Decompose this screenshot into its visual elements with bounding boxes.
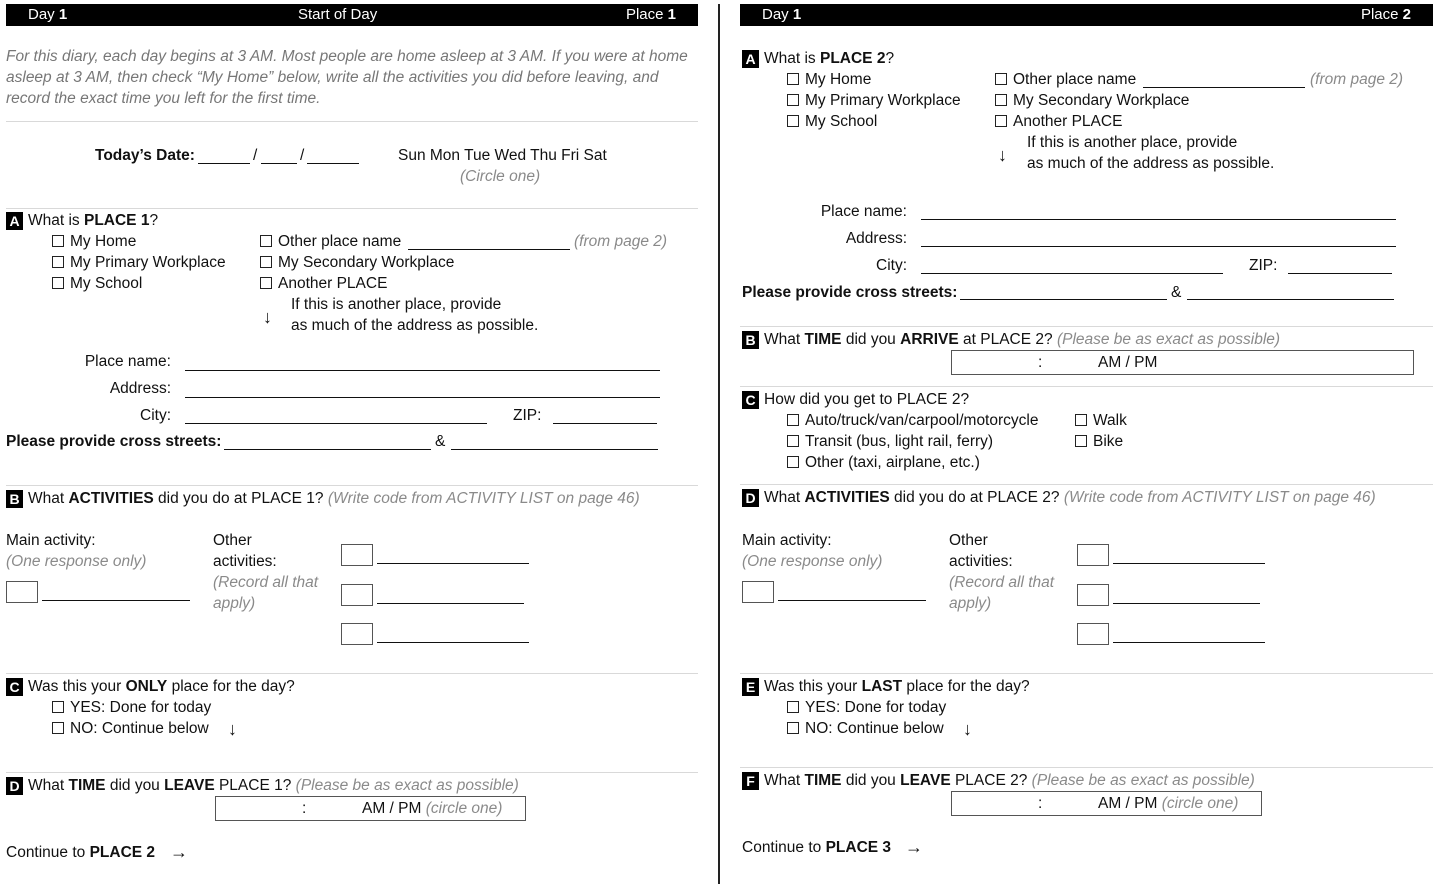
other-activity-code-box[interactable] (1077, 623, 1109, 645)
continue-to-place-2: Continue to PLACE 2 (6, 844, 156, 861)
leave-time-field[interactable] (951, 791, 1262, 816)
option-other-mode[interactable]: Other (taxi, airplane, etc.) (787, 454, 980, 472)
question-a-text: What is PLACE 2? (764, 50, 895, 67)
option-auto[interactable]: Auto/truck/van/carpool/motorcycle (787, 412, 1038, 430)
page-divider (718, 4, 720, 884)
other-activities-hint: (Record all that (213, 574, 319, 591)
zip-label: ZIP: (513, 407, 542, 424)
down-arrow-icon: ↓ (963, 719, 972, 739)
checkbox[interactable] (260, 256, 272, 268)
option-my-school[interactable]: My School (52, 275, 142, 293)
cross-street-1-field[interactable] (960, 299, 1167, 300)
checkbox[interactable] (1075, 435, 1087, 447)
other-activity-field[interactable] (377, 642, 529, 643)
checkbox[interactable] (787, 701, 799, 713)
other-activity-code-box[interactable] (341, 584, 373, 606)
other-activities-label: activities: (949, 553, 1013, 570)
option-no-continue[interactable]: NO: Continue below (52, 720, 209, 738)
address-note-line1: If this is another place, provide (291, 296, 502, 313)
ampersand: & (1171, 284, 1182, 301)
date-year-field[interactable] (307, 163, 359, 164)
from-page-hint: (from page 2) (1310, 71, 1404, 88)
divider-rule (6, 485, 698, 486)
left-header-day: Day 1 (28, 6, 68, 23)
city-field[interactable] (185, 423, 487, 424)
main-activity-label: Main activity: (6, 532, 96, 549)
other-activities-label: activities: (213, 553, 277, 570)
checkbox[interactable] (787, 456, 799, 468)
from-page-hint: (from page 2) (574, 233, 668, 250)
question-letter: D (742, 489, 759, 507)
cross-street-2-field[interactable] (1187, 299, 1394, 300)
address-label: Address: (845, 230, 907, 247)
checkbox[interactable] (52, 235, 64, 247)
date-month-field[interactable] (198, 163, 250, 164)
main-activity-field[interactable] (42, 600, 190, 601)
address-note-line2: as much of the address as possible. (291, 317, 539, 334)
other-activity-field[interactable] (1113, 603, 1260, 604)
divider-rule (6, 208, 698, 209)
leave-time-field[interactable] (215, 796, 526, 821)
zip-field[interactable] (1288, 273, 1392, 274)
checkbox[interactable] (52, 277, 64, 289)
city-label: City: (876, 257, 907, 274)
checkbox[interactable] (787, 414, 799, 426)
divider-rule (740, 673, 1433, 674)
question-c-text: How did you get to PLACE 2? (764, 391, 970, 408)
right-header-place: Place 2 (1360, 6, 1411, 23)
main-activity-field[interactable] (778, 600, 926, 601)
divider-rule (740, 484, 1433, 485)
question-a-text: What is PLACE 1? (28, 212, 159, 229)
address-field[interactable] (185, 397, 660, 398)
right-arrow-icon: → (170, 842, 188, 862)
checkbox[interactable] (52, 256, 64, 268)
option-another-place[interactable]: Another PLACE (995, 113, 1122, 131)
am-pm-options[interactable]: AM / PM (circle one) (362, 800, 503, 817)
option-yes-done[interactable]: YES: Done for today (52, 699, 211, 717)
time-colon: : (302, 800, 307, 817)
other-activity-field[interactable] (377, 603, 524, 604)
address-note-line1: If this is another place, provide (1027, 134, 1238, 151)
checkbox[interactable] (787, 722, 799, 734)
date-day-field[interactable] (261, 163, 297, 164)
down-arrow-icon: ↓ (263, 307, 272, 327)
time-colon: : (1038, 795, 1043, 812)
other-place-name-field[interactable] (1143, 87, 1305, 88)
other-activity-code-box[interactable] (341, 623, 373, 645)
checkbox[interactable] (995, 94, 1007, 106)
option-yes-done[interactable]: YES: Done for today (787, 699, 946, 717)
other-activity-field[interactable] (1113, 642, 1265, 643)
divider-rule (6, 121, 698, 122)
divider-rule (740, 326, 1433, 327)
question-b-text: What ACTIVITIES did you do at PLACE 1? (Write code from ACTIVITY LIST on page 46) (28, 490, 640, 507)
checkbox[interactable] (995, 115, 1007, 127)
other-activities-hint: apply) (213, 595, 256, 612)
down-arrow-icon: ↓ (998, 145, 1007, 165)
divider-rule (740, 767, 1433, 768)
left-header-place: Place 1 (625, 6, 676, 23)
question-f-text: What TIME did you LEAVE PLACE 2? (Please be as exact as possible) (764, 772, 1255, 789)
question-letter: F (742, 772, 759, 790)
divider-rule (6, 673, 698, 674)
cross-street-1-field[interactable] (224, 449, 431, 450)
checkbox[interactable] (1075, 414, 1087, 426)
question-letter: C (742, 391, 759, 409)
time-colon: : (1038, 354, 1043, 371)
other-activity-code-box[interactable] (341, 544, 373, 566)
date-separator: / (253, 147, 258, 164)
question-letter: E (742, 678, 759, 696)
option-secondary-workplace[interactable]: My Secondary Workplace (260, 254, 454, 272)
divider-rule (740, 386, 1433, 387)
checkbox[interactable] (995, 73, 1007, 85)
address-field[interactable] (921, 246, 1396, 247)
right-header-bar (740, 4, 1433, 26)
right-arrow-icon: → (905, 837, 923, 857)
question-letter: B (6, 490, 23, 508)
question-c-text: Was this your ONLY place for the day? (28, 678, 295, 695)
question-letter: D (6, 777, 23, 795)
checkbox[interactable] (260, 277, 272, 289)
continue-to-place-3: Continue to PLACE 3 (742, 839, 892, 856)
circle-one-hint: (Circle one) (460, 168, 541, 185)
main-activity-label: Main activity: (742, 532, 832, 549)
place-name-field[interactable] (185, 370, 660, 371)
other-activity-field[interactable] (377, 563, 529, 564)
option-other-place[interactable]: Other place name (995, 71, 1136, 89)
left-header-title: Start of Day (298, 6, 378, 23)
am-pm-options[interactable]: AM / PM (1098, 354, 1158, 371)
option-bike[interactable]: Bike (1075, 433, 1123, 451)
todays-date-label: Today’s Date: (95, 147, 195, 164)
city-label: City: (140, 407, 171, 424)
option-primary-workplace[interactable]: My Primary Workplace (787, 92, 961, 110)
place-name-label: Place name: (84, 353, 171, 370)
question-letter: C (6, 678, 23, 696)
zip-label: ZIP: (1249, 257, 1278, 274)
checkbox[interactable] (787, 73, 799, 85)
checkbox[interactable] (52, 701, 64, 713)
question-d-text: What TIME did you LEAVE PLACE 1? (Please be as exact as possible) (28, 777, 519, 794)
other-activity-code-box[interactable] (1077, 544, 1109, 566)
diary-intro-text: For this diary, each day begins at 3 AM. Most people are home asleep at 3 AM. If you were at home asleep at 3 AM, then check “My Home” below, write all the activities you did before leaving, and record the exact time you left for the first time. (6, 48, 688, 107)
city-field[interactable] (921, 273, 1223, 274)
down-arrow-icon: ↓ (228, 719, 237, 739)
question-d-text: What ACTIVITIES did you do at PLACE 2? (Write code from ACTIVITY LIST on page 46) (764, 489, 1376, 506)
checkbox[interactable] (52, 722, 64, 734)
cross-street-2-field[interactable] (451, 449, 658, 450)
question-letter: A (6, 212, 23, 230)
ampersand: & (435, 433, 446, 450)
other-activities-hint: apply) (949, 595, 992, 612)
left-header-bar (6, 4, 698, 26)
checkbox[interactable] (787, 435, 799, 447)
date-separator: / (300, 147, 305, 164)
place-name-label: Place name: (820, 203, 907, 220)
option-secondary-workplace[interactable]: My Secondary Workplace (995, 92, 1189, 110)
main-activity-code-box[interactable] (6, 581, 38, 603)
right-header-day: Day 1 (762, 6, 802, 23)
other-activities-label: Other (213, 532, 252, 549)
other-activities-label: Other (949, 532, 988, 549)
address-label: Address: (109, 380, 171, 397)
option-walk[interactable]: Walk (1075, 412, 1127, 430)
question-e-text: Was this your LAST place for the day? (764, 678, 1030, 695)
main-activity-hint: (One response only) (742, 553, 883, 570)
option-my-home[interactable]: My Home (787, 71, 871, 89)
weekday-options[interactable]: Sun Mon Tue Wed Thu Fri Sat (398, 147, 607, 164)
option-no-continue[interactable]: NO: Continue below (787, 720, 944, 738)
main-activity-code-box[interactable] (742, 581, 774, 603)
other-place-name-field[interactable] (408, 249, 570, 250)
option-my-home[interactable]: My Home (52, 233, 136, 251)
divider-rule (6, 772, 698, 773)
other-activities-hint: (Record all that (949, 574, 1055, 591)
question-letter: B (742, 331, 759, 349)
option-my-school[interactable]: My School (787, 113, 877, 131)
main-activity-hint: (One response only) (6, 553, 147, 570)
checkbox[interactable] (787, 94, 799, 106)
other-activity-field[interactable] (1113, 563, 1265, 564)
cross-streets-label: Please provide cross streets: (742, 284, 958, 301)
arrive-time-field[interactable] (951, 350, 1414, 375)
question-b-text: What TIME did you ARRIVE at PLACE 2? (Please be as exact as possible) (764, 331, 1281, 348)
zip-field[interactable] (553, 423, 657, 424)
question-letter: A (742, 50, 759, 68)
checkbox[interactable] (787, 115, 799, 127)
cross-streets-label: Please provide cross streets: (6, 433, 222, 450)
option-transit[interactable]: Transit (bus, light rail, ferry) (787, 433, 993, 451)
option-primary-workplace[interactable]: My Primary Workplace (52, 254, 226, 272)
other-activity-code-box[interactable] (1077, 584, 1109, 606)
option-another-place[interactable]: Another PLACE (260, 275, 387, 293)
option-other-place[interactable]: Other place name (260, 233, 401, 251)
checkbox[interactable] (260, 235, 272, 247)
address-note-line2: as much of the address as possible. (1027, 155, 1275, 172)
place-name-field[interactable] (921, 219, 1396, 220)
am-pm-options[interactable]: AM / PM (circle one) (1098, 795, 1239, 812)
